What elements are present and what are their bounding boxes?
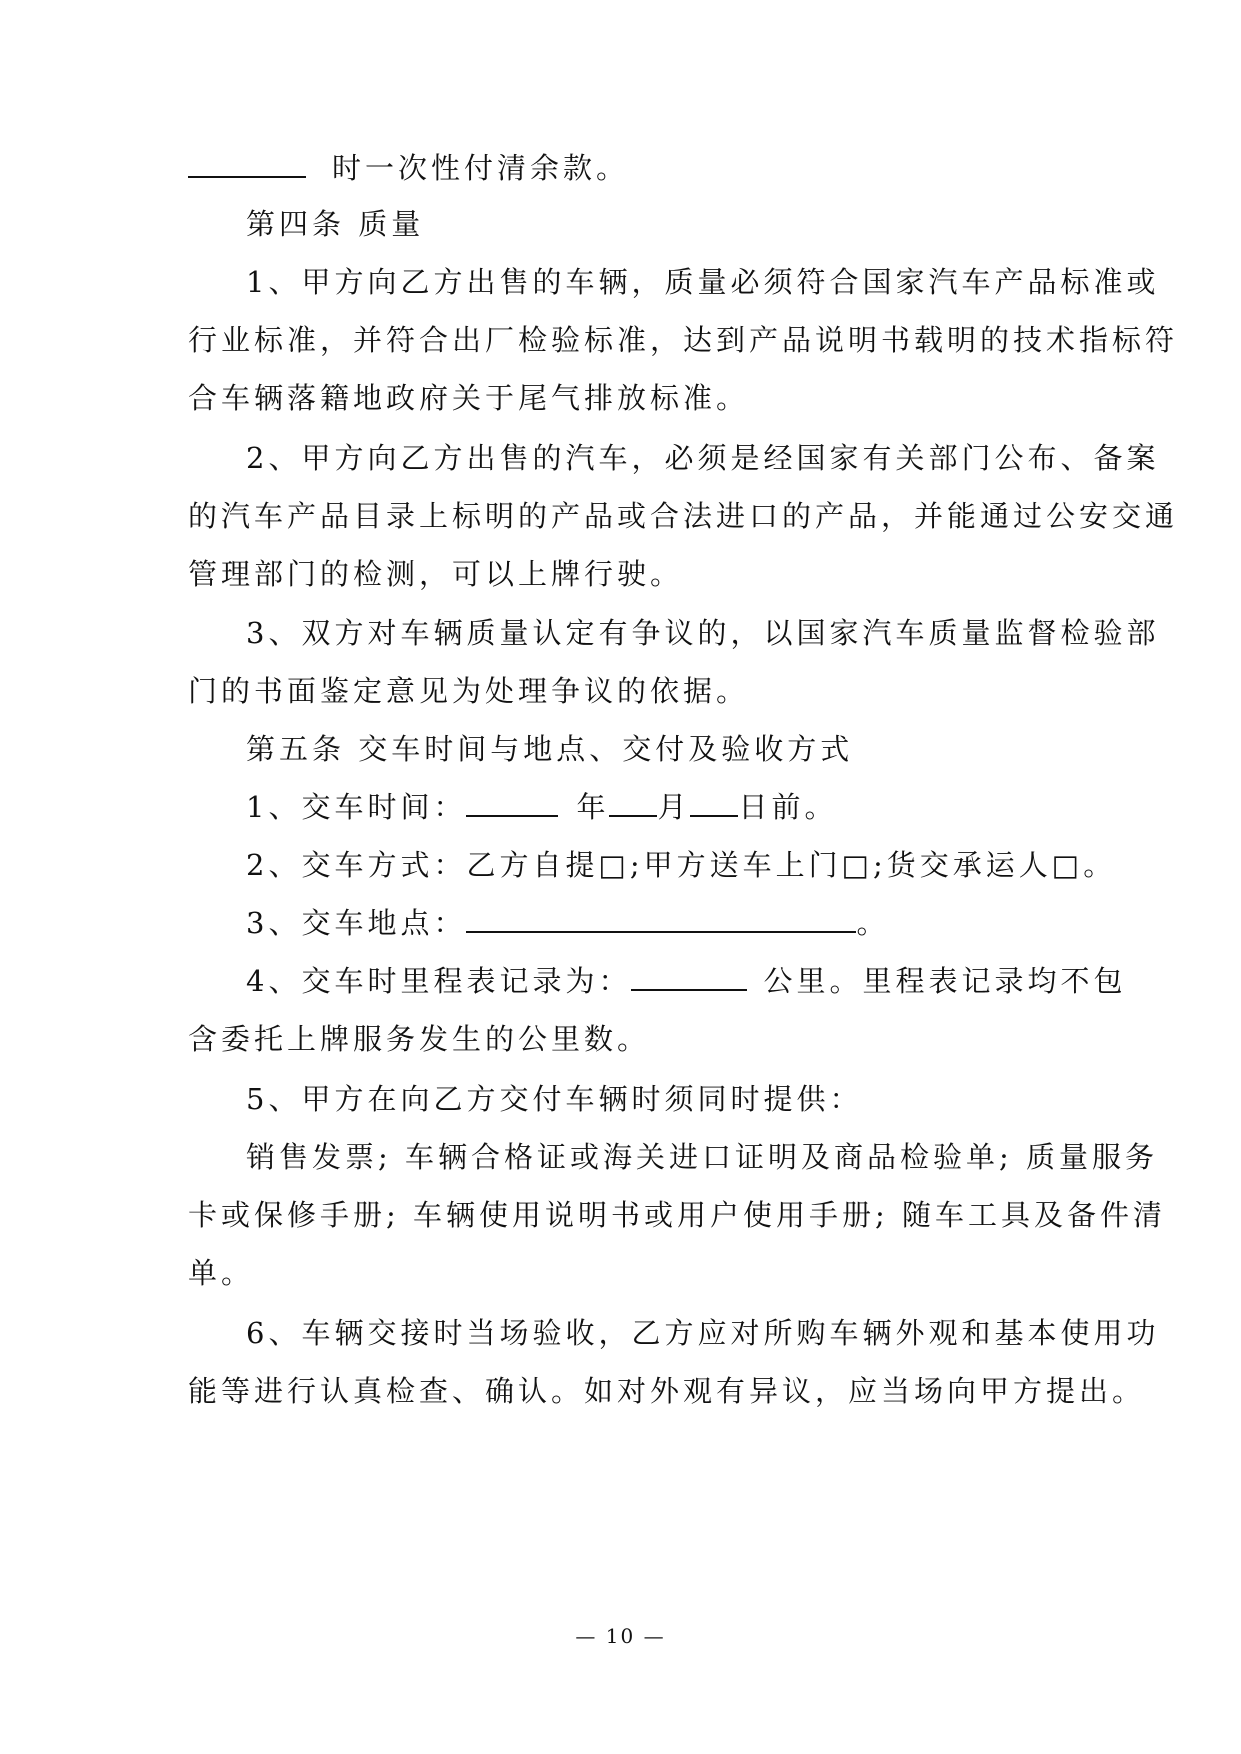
page-number: — 10 — <box>575 1624 666 1648</box>
blank-day <box>690 789 738 817</box>
paragraph-line: 6、车辆交接时当场验收，乙方应对所购车辆外观和基本使用功 <box>246 1316 1160 1350</box>
blank-place <box>466 905 856 933</box>
blank-year <box>466 789 558 817</box>
odometer-line <box>246 961 1126 1001</box>
paragraph-line: 2、甲方向乙方出售的汽车，必须是经国家有关部门公布、备案 <box>246 441 1160 475</box>
line-text: 3、交车地点： <box>246 906 467 940</box>
paragraph-line: 门的书面鉴定意见为处理争议的依据。 <box>188 674 750 708</box>
line-text: 年 <box>576 790 610 824</box>
delivery-method-line: 2、交车方式：乙方自提□;甲方送车上门□;货交承运人□。 <box>246 848 1117 882</box>
paragraph-line: 单。 <box>188 1256 255 1290</box>
paragraph-line: 3、双方对车辆质量认定有争议的，以国家汽车质量监督检验部 <box>246 616 1160 650</box>
blank-underline <box>188 150 306 178</box>
paragraph-line: 卡或保修手册; 车辆使用说明书或用户使用手册; 随车工具及备件清 <box>188 1198 1166 1232</box>
paragraph-line: 的汽车产品目录上标明的产品或合法进口的产品，并能通过公安交通 <box>188 499 1179 533</box>
line-text: 月 <box>657 790 691 824</box>
paragraph-line: 含委托上牌服务发生的公里数。 <box>188 1022 651 1056</box>
paragraph-line: 1、甲方向乙方出售的车辆，质量必须符合国家汽车产品标准或 <box>246 265 1160 299</box>
delivery-time-line <box>246 787 838 827</box>
paragraph-line: 5、甲方在向乙方交付车辆时须同时提供： <box>246 1082 863 1116</box>
line-text: 。 <box>856 906 890 940</box>
delivery-place-line <box>246 903 889 943</box>
line-text: 4、交车时里程表记录为： <box>246 964 632 998</box>
section-heading-5: 第五条 交车时间与地点、交付及验收方式 <box>246 732 854 766</box>
paragraph-line: 合车辆落籍地政府关于尾气排放标准。 <box>188 381 750 415</box>
line-text: 1、交车时间： <box>246 790 467 824</box>
blank-odometer <box>631 963 747 991</box>
paragraph-line: 管理部门的检测，可以上牌行驶。 <box>188 557 684 591</box>
line-text: 日前。 <box>738 790 838 824</box>
line-text: 公里。里程表记录均不包 <box>763 964 1127 998</box>
blank-month <box>609 789 657 817</box>
paragraph-line: 能等进行认真检查、确认。如对外观有异议，应当场向甲方提出。 <box>188 1374 1146 1408</box>
line-text: 时一次性付清余款。 <box>332 151 630 185</box>
paragraph-line: 行业标准，并符合出厂检验标准，达到产品说明书载明的技术指标符 <box>188 323 1179 357</box>
section-heading-4: 第四条 质量 <box>246 207 425 241</box>
paragraph-line: 销售发票; 车辆合格证或海关进口证明及商品检验单; 质量服务 <box>246 1140 1158 1174</box>
paragraph-line <box>188 148 629 188</box>
